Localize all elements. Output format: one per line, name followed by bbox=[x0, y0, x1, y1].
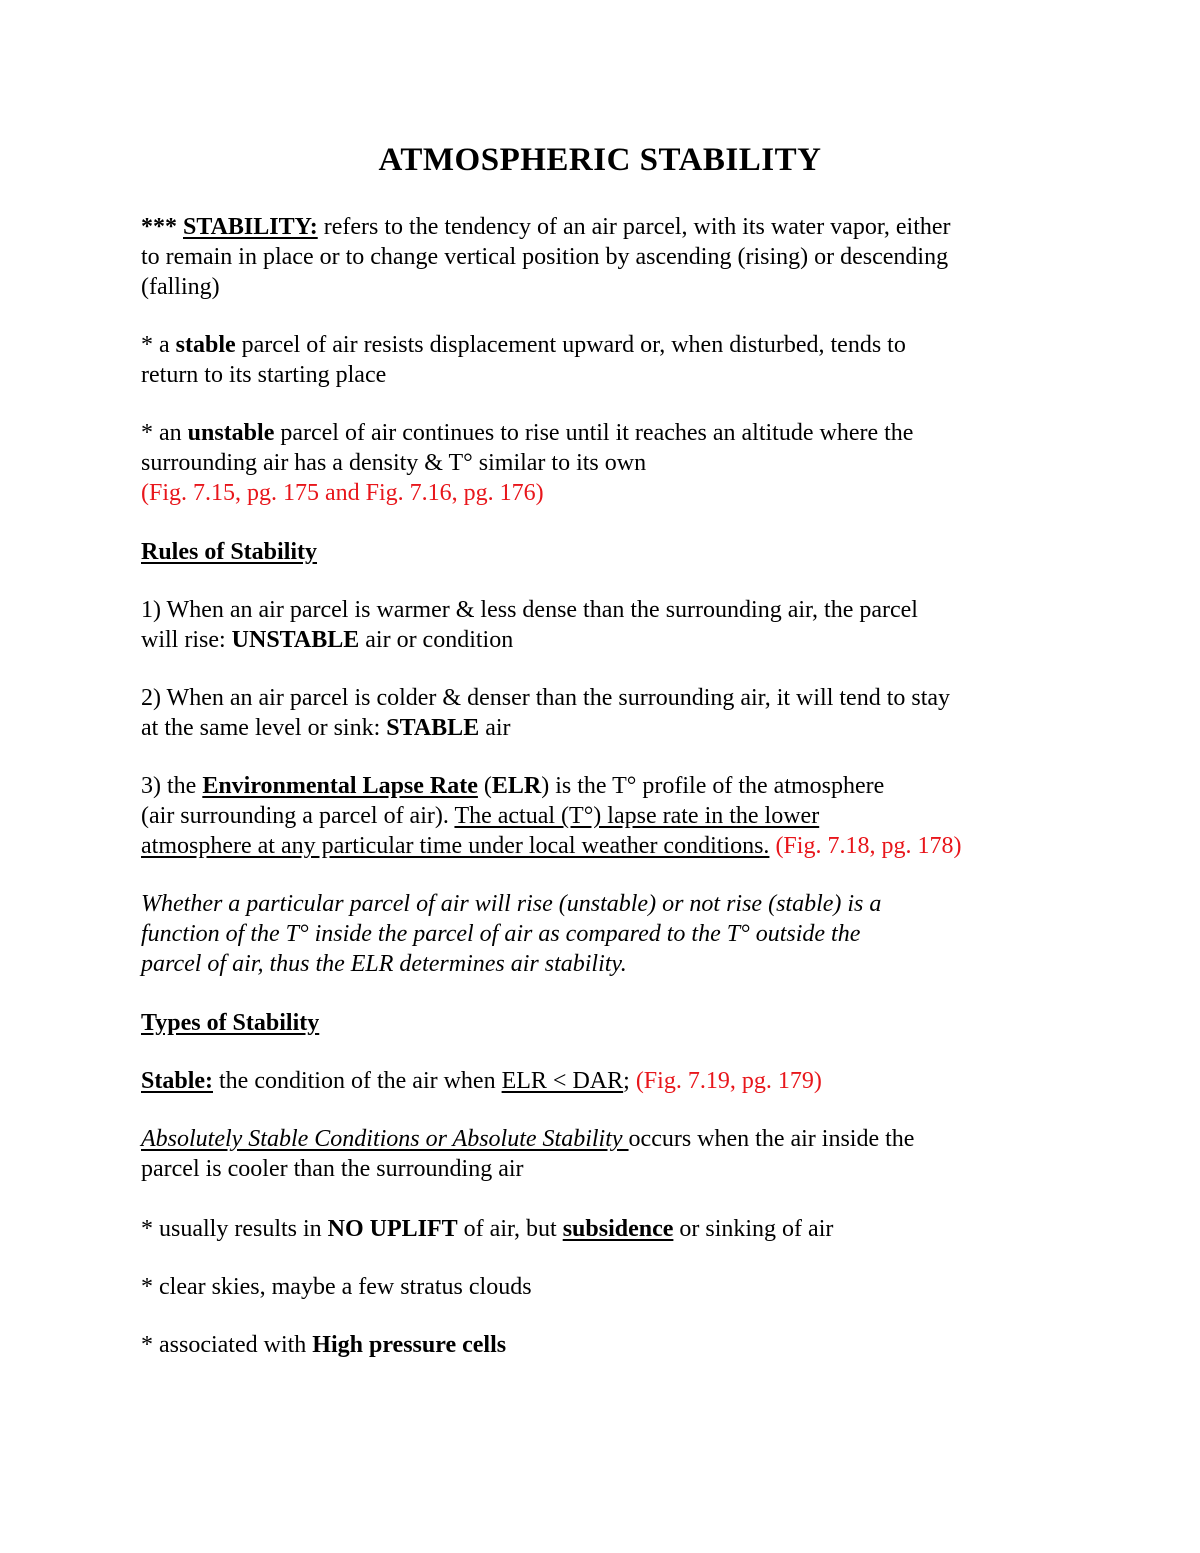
rule-1-line-1: 1) When an air parcel is warmer & less dense than the surrounding air, the parcel bbox=[141, 597, 918, 623]
figure-reference: (Fig. 7.15, pg. 175 and Fig. 7.16, pg. 176) bbox=[141, 480, 544, 506]
italic-note-line-2: function of the T° inside the parcel of air as compared to the T° outside the bbox=[141, 921, 861, 947]
rules-heading: Rules of Stability bbox=[141, 539, 318, 565]
rules-section bbox=[141, 537, 1061, 567]
rule-1-bold: UNSTABLE bbox=[231, 627, 360, 653]
subsidence-term: subsidence bbox=[562, 1216, 674, 1242]
definition-line-3: (falling) bbox=[141, 274, 220, 300]
rule-3-line-2-plain: (air surrounding a parcel of air). bbox=[141, 803, 455, 829]
definition-text: refers to the tendency of an air parcel, with its water vapor, either bbox=[317, 214, 951, 240]
italic-note-line-1: Whether a particular parcel of air will rise (unstable) or not rise (stable) is a bbox=[141, 891, 882, 917]
elr-term: Environmental Lapse Rate bbox=[202, 773, 478, 799]
uplift-prefix: * usually results in bbox=[141, 1216, 328, 1242]
rule-2-line-1: 2) When an air parcel is colder & denser than the surrounding air, it will tend to stay bbox=[141, 685, 951, 711]
stable-type-text: the condition of the air when bbox=[213, 1068, 502, 1094]
absolute-stability bbox=[141, 1124, 1061, 1184]
rule-2-prefix: at the same level or sink: bbox=[141, 715, 387, 741]
absolute-stability-term: Absolutely Stable Conditions or Absolute Stability bbox=[141, 1126, 629, 1152]
stable-type bbox=[141, 1066, 1061, 1096]
rule-3-line-1-rest: ) is the T° profile of the atmosphere bbox=[541, 773, 885, 799]
stable-type-reference: (Fig. 7.19, pg. 179) bbox=[635, 1068, 822, 1094]
rule-1 bbox=[141, 595, 1061, 655]
stability-definition bbox=[141, 212, 1061, 302]
pressure-prefix: * associated with bbox=[141, 1332, 313, 1358]
rule-3-reference: (Fig. 7.18, pg. 178) bbox=[775, 833, 962, 859]
stable-type-separator: ; bbox=[623, 1068, 636, 1094]
italic-note-line-3: parcel of air, thus the ELR determines air stability. bbox=[141, 951, 627, 977]
stable-type-condition: ELR < DAR bbox=[501, 1068, 624, 1094]
uplift-rest: or sinking of air bbox=[673, 1216, 834, 1242]
stable-bullet-prefix: * a bbox=[141, 332, 176, 358]
unstable-term: unstable bbox=[187, 420, 275, 446]
rule-1-prefix: will rise: bbox=[141, 627, 232, 653]
types-heading: Types of Stability bbox=[141, 1010, 320, 1036]
skies-bullet-text: * clear skies, maybe a few stratus clouds bbox=[141, 1274, 532, 1300]
elr-abbr: ELR bbox=[491, 773, 542, 799]
unstable-bullet-line-2: surrounding air has a density & T° similar to its own bbox=[141, 450, 647, 476]
uplift-bullet bbox=[141, 1214, 1061, 1244]
stable-bullet-text: parcel of air resists displacement upward or, when disturbed, tends to bbox=[235, 332, 906, 358]
rule-2 bbox=[141, 683, 1061, 743]
definition-term: STABILITY: bbox=[183, 214, 318, 240]
rule-2-rest: air bbox=[479, 715, 511, 741]
rule-3-paren: ( bbox=[477, 773, 492, 799]
definition-stars: *** bbox=[141, 214, 177, 240]
rule-3-line-2-underlined: The actual (T°) lapse rate in the lower bbox=[454, 803, 820, 829]
unstable-bullet bbox=[141, 418, 1061, 508]
rule-2-bold: STABLE bbox=[386, 715, 480, 741]
uplift-bold: NO UPLIFT bbox=[327, 1216, 458, 1242]
stable-term: stable bbox=[175, 332, 236, 358]
stable-bullet-line-2: return to its starting place bbox=[141, 362, 387, 388]
page-title: ATMOSPHERIC STABILITY bbox=[378, 142, 822, 178]
rule-3-prefix: 3) the bbox=[141, 773, 203, 799]
absolute-stability-text: occurs when the air inside the bbox=[628, 1126, 915, 1152]
pressure-bold: High pressure cells bbox=[312, 1332, 507, 1358]
stable-type-term: Stable: bbox=[141, 1068, 213, 1094]
skies-bullet bbox=[141, 1272, 1061, 1302]
absolute-stability-line-2: parcel is cooler than the surrounding air bbox=[141, 1156, 524, 1182]
pressure-bullet bbox=[141, 1330, 1061, 1360]
rule-3-line-3-underlined: atmosphere at any particular time under local weather conditions. bbox=[141, 833, 770, 859]
rule-3 bbox=[141, 771, 1061, 861]
types-section bbox=[141, 1008, 1061, 1038]
unstable-bullet-text: parcel of air continues to rise until it reaches an altitude where the bbox=[274, 420, 914, 446]
rule-1-rest: air or condition bbox=[359, 627, 514, 653]
unstable-bullet-prefix: * an bbox=[141, 420, 188, 446]
uplift-mid: of air, but bbox=[457, 1216, 563, 1242]
italic-note bbox=[141, 889, 1061, 979]
stable-bullet bbox=[141, 330, 1061, 390]
definition-line-2: to remain in place or to change vertical position by ascending (rising) or descending bbox=[141, 244, 949, 270]
